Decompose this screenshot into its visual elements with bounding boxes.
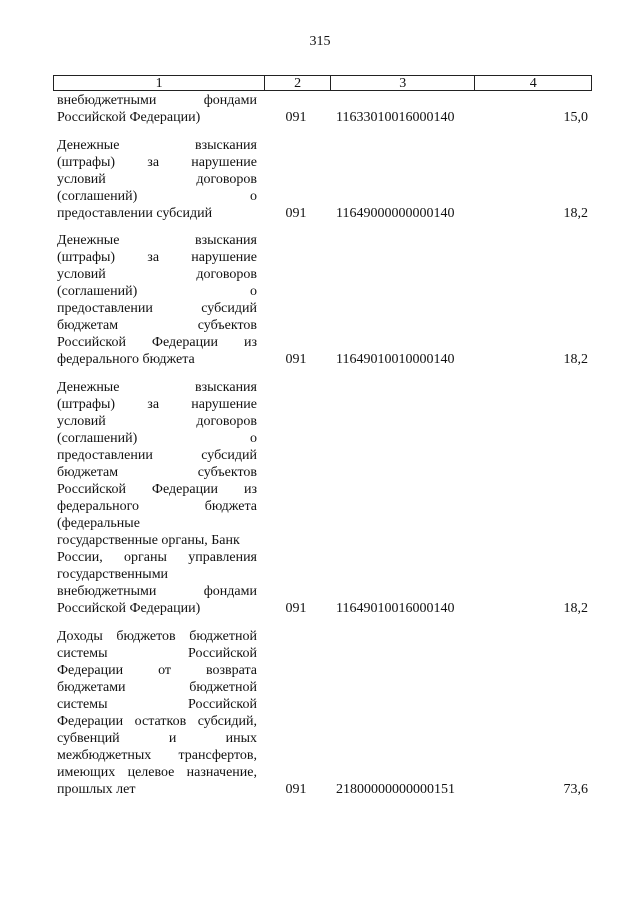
column-header-2: 2 (264, 76, 330, 90)
description-line: (федеральные (57, 516, 140, 531)
description-line: Федерации от возврата (57, 663, 257, 678)
description-line: условий договоров (57, 267, 257, 282)
row-description (57, 379, 257, 617)
description-line: субвенций и иных (57, 731, 257, 746)
description-line: Денежные взыскания (57, 138, 257, 153)
amount-value: 18,2 (563, 352, 588, 367)
description-line: федерального бюджета (57, 499, 257, 514)
description-line: государственными (57, 567, 169, 582)
amount-value: 18,2 (563, 601, 588, 616)
description-line: федерального бюджета (57, 352, 195, 367)
page-number: 315 (309, 34, 331, 49)
admin-code: 091 (285, 601, 307, 616)
description-line: (соглашений) о (57, 431, 257, 446)
amount-value: 73,6 (563, 782, 588, 797)
description-line: условий договоров (57, 414, 257, 429)
description-line: прошлых лет (57, 782, 136, 797)
description-line: бюджетам субъектов (57, 465, 257, 480)
description-line: имеющих целевое назначение, (57, 765, 257, 780)
description-line: Денежные взыскания (57, 233, 257, 248)
description-line: Российской Федерации из (57, 335, 257, 350)
description-line: государственные органы, Банк (57, 533, 240, 548)
description-line: системы Российской (57, 697, 257, 712)
admin-code: 091 (285, 782, 307, 797)
description-line: предоставлении субсидий (57, 448, 257, 463)
description-line: Российской Федерации) (57, 110, 201, 125)
description-line: (штрафы) за нарушение (57, 250, 257, 265)
description-line: России, органы управления (57, 550, 257, 565)
description-line: (штрафы) за нарушение (57, 397, 257, 412)
description-line: предоставлении субсидий (57, 206, 213, 221)
kbk-code: 11633010016000140 (336, 110, 455, 125)
amount-value: 18,2 (563, 206, 588, 221)
description-line: бюджетам субъектов (57, 318, 257, 333)
column-header-row (53, 75, 592, 91)
description-line: (соглашений) о (57, 189, 257, 204)
description-line: Российской Федерации) (57, 601, 201, 616)
row-description (57, 628, 257, 798)
kbk-code: 11649000000000140 (336, 206, 455, 221)
description-line: Федерации остатков субсидий, (57, 714, 257, 729)
admin-code: 091 (285, 206, 307, 221)
column-header-1: 1 (155, 76, 163, 91)
description-line: Денежные взыскания (57, 380, 257, 395)
description-line: внебюджетными фондами (57, 93, 257, 108)
row-description (57, 137, 257, 222)
description-line: Российской Федерации из (57, 482, 257, 497)
description-line: Доходы бюджетов бюджетной (57, 629, 257, 644)
amount-value: 15,0 (563, 110, 588, 125)
description-line: внебюджетными фондами (57, 584, 257, 599)
description-line: межбюджетных трансфертов, (57, 748, 257, 763)
description-line: (штрафы) за нарушение (57, 155, 257, 170)
description-line: бюджетами бюджетной (57, 680, 257, 695)
column-header-3: 3 (330, 76, 474, 90)
column-header-4: 4 (474, 76, 591, 90)
description-line: предоставлении субсидий (57, 301, 257, 316)
description-line: (соглашений) о (57, 284, 257, 299)
row-description (57, 92, 257, 126)
admin-code: 091 (285, 110, 307, 125)
kbk-code: 11649010010000140 (336, 352, 455, 367)
kbk-code: 21800000000000151 (336, 782, 455, 797)
row-description (57, 232, 257, 368)
description-line: системы Российской (57, 646, 257, 661)
description-line: условий договоров (57, 172, 257, 187)
kbk-code: 11649010016000140 (336, 601, 455, 616)
admin-code: 091 (285, 352, 307, 367)
